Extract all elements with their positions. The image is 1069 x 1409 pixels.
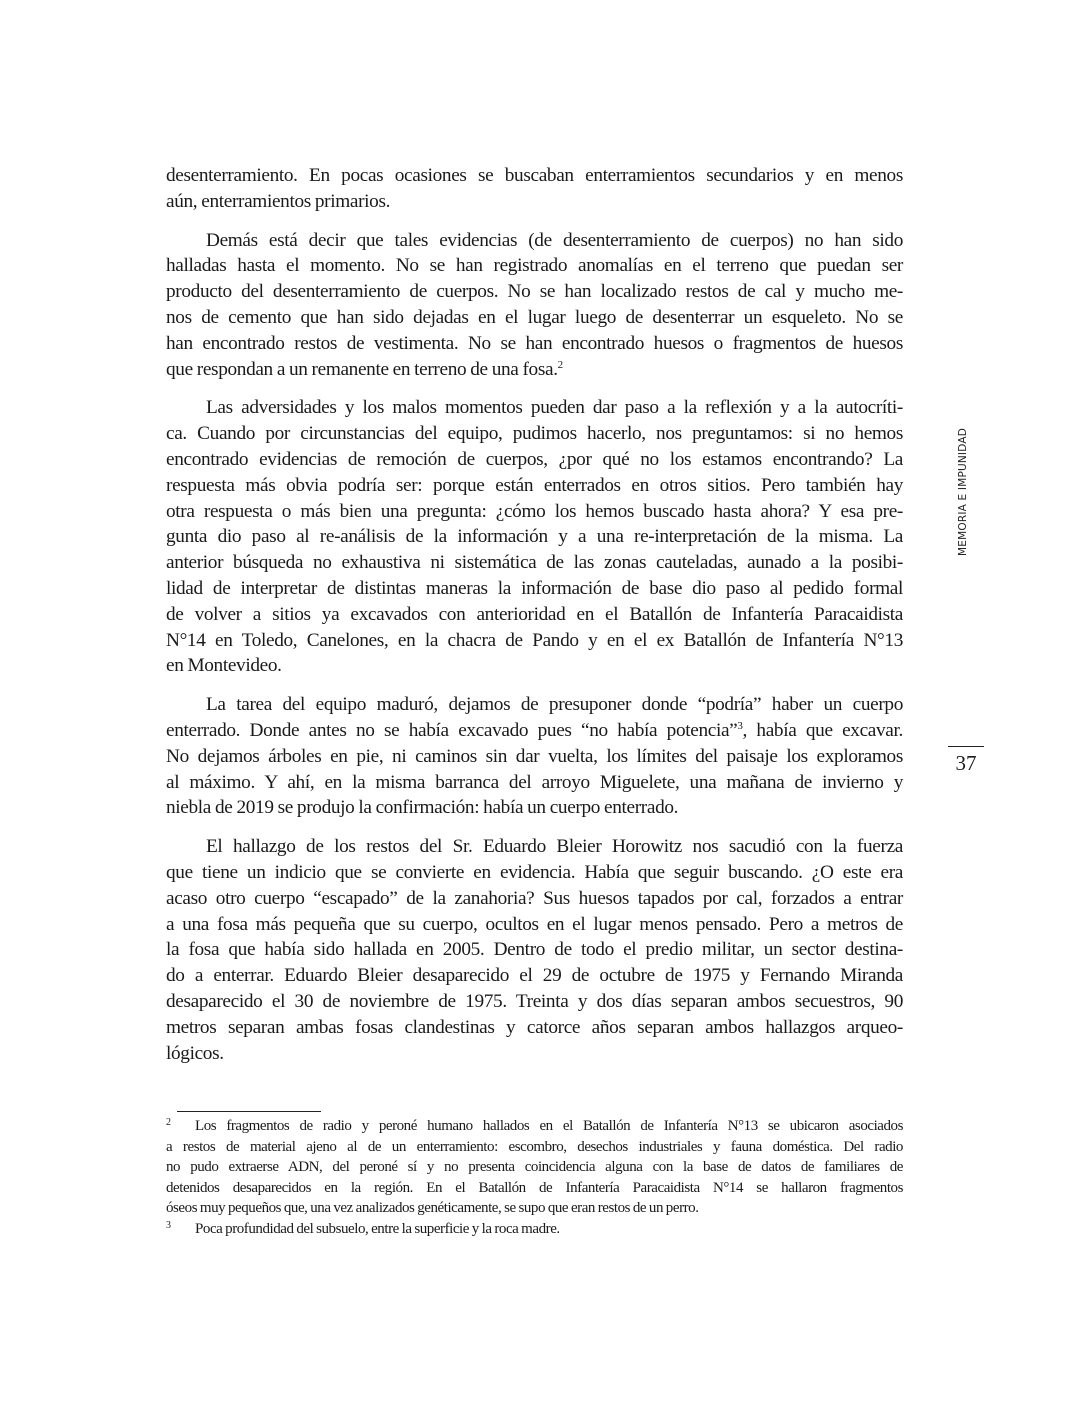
text-line: La tarea del equipo maduró, dejamos de presuponer donde “podría” haber un cuerpo (206, 694, 903, 716)
text-line: a una fosa más pequeña que su cuerpo, ocultos en el lugar menos pensado. Pero a metros de (166, 913, 903, 935)
text-line: otra respuesta o más bien una pregunta: ¿cómo los hemos buscado hasta ahora? Y esa pre- (166, 500, 903, 522)
text-fragment: Poca profundidad del subsuelo, entre la superficie y la roca madre. (195, 1220, 560, 1237)
text-line: gunta dio paso al re-análisis de la información y a una re-interpretación de la misma. La (166, 526, 903, 548)
paragraph-2 (166, 228, 903, 383)
footnote-line: no pudo extraerse ADN, del peroné sí y no presenta coincidencia alguna con la base de datos de familiares de (166, 1159, 903, 1176)
footnote-line: detenidos desaparecidos en la región. En el Batallón de Infantería Paracaidista N°14 se hallaron fragmentos (166, 1179, 903, 1196)
footnote-separator (177, 1111, 321, 1112)
paragraph-4 (166, 692, 903, 821)
footnote-line (166, 1116, 903, 1137)
running-head: MEMORIA E IMPUNIDAD (957, 428, 969, 556)
footnote-line: a restos de material ajeno al de un enterramiento: escombro, desechos industriales y fauna doméstica. Del radio (166, 1138, 903, 1155)
text-line: han encontrado restos de vestimenta. No se han encontrado huesos o fragmentos de huesos (166, 332, 903, 354)
text-line: N°14 en Toledo, Canelones, en la chacra de Pando y en el ex Batallón de Infantería N°13 (166, 629, 903, 651)
text-line: lidad de interpretar de distintas maneras la información de base dio paso al pedido formal (166, 577, 903, 599)
text-line: respuesta más obvia podría ser: porque están enterrados en otros sitios. Pero también hay (166, 474, 903, 496)
text-line: la fosa que había sido hallada en 2005. Dentro de todo el predio militar, un sector destina- (166, 939, 903, 961)
text-fragment: , había que excavar. (742, 719, 903, 741)
text-line: al máximo. Y ahí, en la misma barranca del arroyo Miguelete, una mañana de invierno y (166, 771, 903, 793)
footnote-2 (166, 1116, 903, 1219)
text-line: desaparecido el 30 de noviembre de 1975. Treinta y dos días separan ambos secuestros, 90 (166, 990, 903, 1012)
text-line: de volver a sitios ya excavados con anterioridad en el Batallón de Infantería Paracaidista (166, 603, 903, 625)
text-line: en Montevideo. (166, 655, 282, 677)
text-line (166, 357, 903, 383)
footnotes (166, 1116, 903, 1240)
footnote-number: 2 (166, 1117, 171, 1128)
text-line (166, 718, 903, 744)
text-line: Las adversidades y los malos momentos pueden dar paso a la reflexión y a la autocríti- (206, 397, 903, 419)
footnote-ref-3[interactable]: 3 (737, 719, 743, 732)
text-fragment: Los fragmentos de radio y peroné humano hallados en el Batallón de Infantería N°13 se ubicaron asociados (195, 1118, 903, 1134)
text-line: halladas hasta el momento. No se han registrado anomalías en el terreno que puedan ser (166, 255, 903, 277)
text-line: desenterramiento. En pocas ocasiones se buscaban enterramientos secundarios y en menos (166, 165, 903, 186)
paragraph-5 (166, 834, 903, 1066)
text-line: aún, enterramientos primarios. (166, 190, 391, 212)
text-line: do a enterrar. Eduardo Bleier desaparecido el 29 de octubre de 1975 y Fernando Miranda (166, 965, 903, 987)
text-line: No dejamos árboles en pie, ni caminos sin dar vuelta, los límites del paisaje los exploramos (166, 745, 903, 767)
text-line: Demás está decir que tales evidencias (de desenterramiento de cuerpos) no han sido (206, 229, 903, 251)
paragraph-1 (166, 163, 903, 215)
text-line: El hallazgo de los restos del Sr. Eduardo Bleier Horowitz nos sacudió con la fuerza (206, 836, 903, 858)
text-fragment: que respondan a un remanente en terreno de una fosa. (166, 358, 558, 380)
text-line: metros separan ambas fosas clandestinas y catorce años separan ambos hallazgos arqueo- (166, 1016, 903, 1038)
footnote-number: 3 (166, 1219, 171, 1231)
text-line: encontrado evidencias de remoción de cuerpos, ¿por qué no los estamos encontrando? La (166, 448, 903, 470)
text-line: ca. Cuando por circunstancias del equipo, pudimos hacerlo, nos preguntamos: si no hemos (166, 423, 903, 445)
text-line: acaso otro cuerpo “escapado” de la zanahoria? Sus huesos tapados por cal, forzados a entrar (166, 887, 903, 909)
footnote-3 (166, 1219, 903, 1240)
footnote-line: óseos muy pequeños que, una vez analizados genéticamente, se supo que eran restos de un perro. (166, 1200, 699, 1217)
text-line: producto del desenterramiento de cuerpos. No se han localizado restos de cal y mucho me- (166, 281, 903, 303)
page-number: 37 (955, 751, 977, 775)
footnote-line (166, 1219, 903, 1240)
footnote-ref-2[interactable]: 2 (557, 358, 563, 371)
text-line: anterior búsqueda no exhaustiva ni sistemática de las zonas cauteladas, aunado a la posibi- (166, 552, 903, 574)
text-line: nos de cemento que han sido dejadas en el lugar luego de desenterrar un esqueleto. No se (166, 306, 903, 328)
paragraph-3 (166, 395, 903, 679)
text-line: que tiene un indicio que se convierte en evidencia. Había que seguir buscando. ¿O este era (166, 861, 903, 883)
page-number-rule (948, 746, 984, 747)
text-line: lógicos. (166, 1042, 224, 1064)
body-text (166, 163, 903, 1079)
text-line: niebla de 2019 se produjo la confirmación: había un cuerpo enterrado. (166, 797, 679, 819)
text-fragment: enterrado. Donde antes no se había excavado pues “no había potencia” (166, 719, 738, 741)
